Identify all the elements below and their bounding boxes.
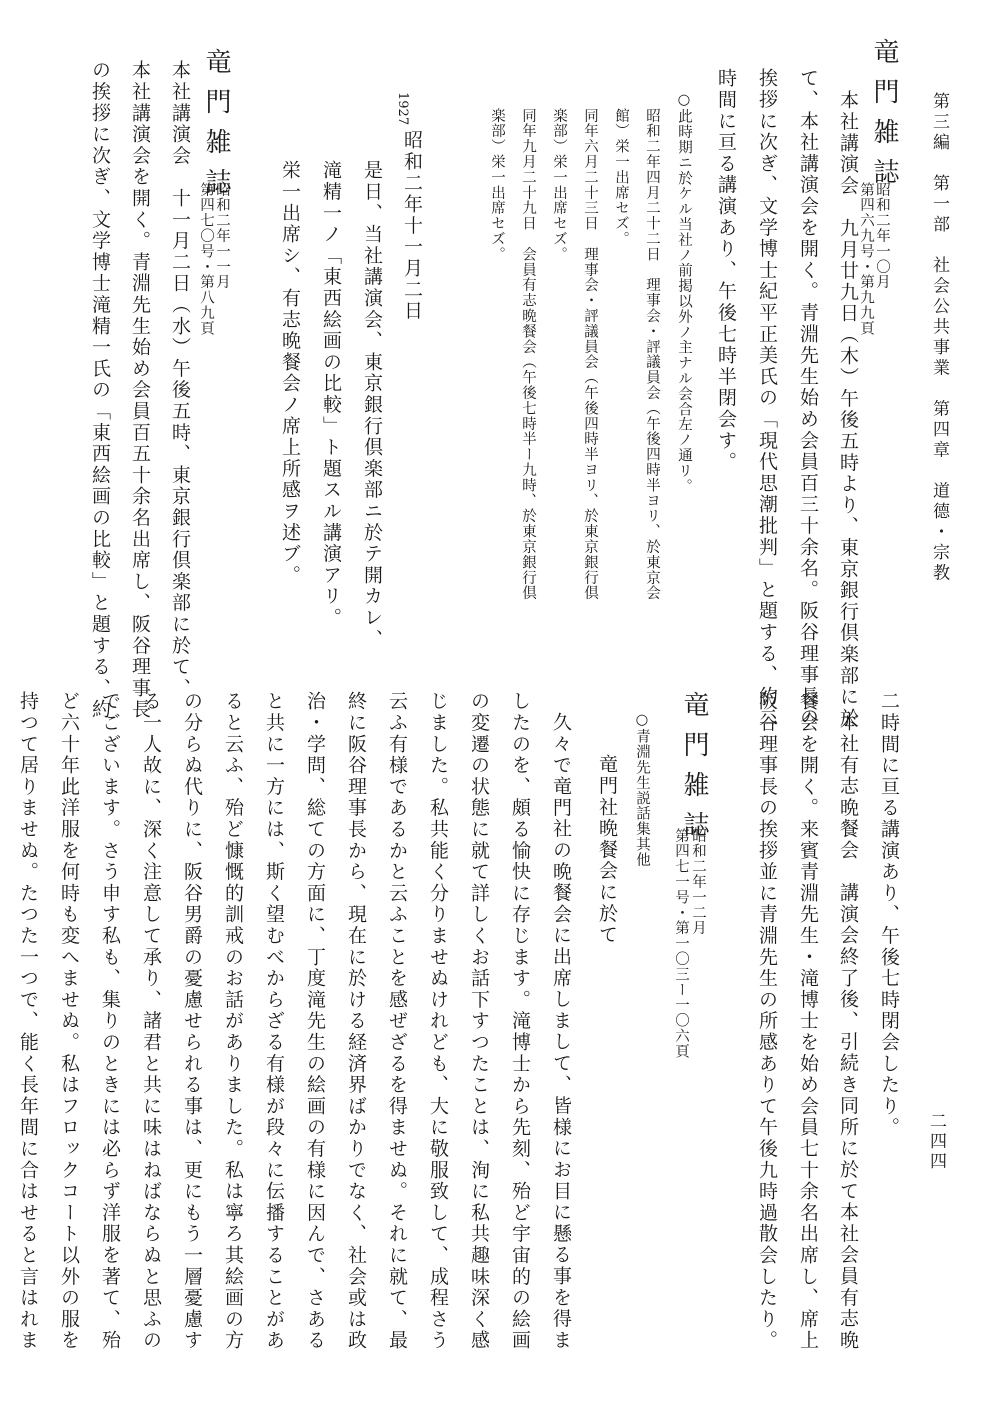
section-heading: 竜門雑誌: [201, 48, 231, 208]
speech-line: したのを、頗る愉快に存じます。滝博士から先刻、殆ど宇宙的の絵画: [509, 691, 531, 1352]
paragraph-line: 時間に亘る講演あり、午後七時半閉会す。: [715, 68, 737, 473]
note-line: 昭和二年四月二十二日 理事会・評議員会（午後四時半ヨリ、於東京会: [644, 108, 660, 601]
speech-line: と共に一方には、斯く望むべからざる有様が段々に伝播することがあ: [263, 691, 285, 1352]
speech-line: の変遷の状態に就て詳しくお話下すつたことは、洵に私共趣味深く感: [468, 691, 490, 1352]
note-line: 楽部）栄一出席セズ。: [551, 108, 567, 262]
paragraph-line: 二時間に亘る講演あり、午後七時閉会したり。: [878, 691, 900, 1139]
paragraph-line: 餐会を開く。来賓青淵先生・滝博士を始め会員七十余名出席し、席上: [797, 691, 819, 1352]
note-line: 同年六月二十三日 理事会・評議員会（午後四時半ヨリ、於東京銀行倶: [582, 108, 598, 601]
paragraph-line: 栄一出席シ、有志晩餐会ノ席上所感ヲ述ブ。: [279, 160, 301, 586]
note-line: 館）栄一出席セズ。: [613, 108, 629, 247]
paragraph-line: て、本社講演会を開く。青淵先生始め会員百三十余名。阪谷理事長の: [797, 68, 819, 729]
speech-line: 治・学問、総ての方面に、丁度滝先生の絵画の有様に因んで、さある: [304, 691, 326, 1352]
speech-line: じました。私共能く分りませぬけれども、大に敬服致して、成程さう: [427, 691, 449, 1352]
speech-line: 久々で竜門社の晩餐会に出席しまして、皆様にお目に懸る事を得ま: [550, 712, 572, 1351]
speech-line: の分らぬ代りに、阪谷男爵の憂慮せられる事は、更にもう一層憂慮す: [181, 691, 203, 1352]
speech-line: ると云ふ、殆ど慷慨的訓戒のお話がありました。私は寧ろ其絵画の方: [222, 691, 244, 1352]
paragraph-line: 阪谷理事長の挨拶並に青淵先生の所感ありて午後九時過散会したり。: [756, 691, 778, 1352]
paragraph-line: 滝精一ノ「東西絵画の比較」ト題スル講演アリ。: [320, 160, 342, 629]
paragraph-line: 是日、当社講演会、東京銀行倶楽部ニ於テ開カレ、: [361, 160, 383, 650]
note-line: 同年九月二十九日 会員有志晩餐会（午後七時半ー九時、於東京銀行倶: [520, 108, 536, 601]
page-number: 二四四: [926, 1112, 946, 1172]
speech-line: 持つて居りませぬ。たつた一つで、能く長年間に合はせると言はれま: [17, 691, 39, 1352]
source-date: 昭和二年一〇月: [874, 182, 890, 290]
section-heading: 竜門雑誌: [679, 691, 709, 851]
source-date: 昭和二年一一月: [214, 182, 230, 290]
paragraph-line: 本社講演会 九月廿九日（木）午後五時より、東京銀行倶楽部に於: [837, 90, 859, 729]
paragraph-line: の挨拶に次ぎ、文学博士滝精一氏の「東西絵画の比較」と題する、約: [89, 60, 111, 721]
speech-line: でございます。さう申す私も、集りのときには必らず洋服を著て、殆: [99, 691, 121, 1352]
speech-title: 竜門社晩餐会に於て: [596, 754, 618, 946]
speech-line: ど六十年此洋服を何時も変へませぬ。私はフロックコート以外の服を: [58, 691, 80, 1352]
note-line: 楽部）栄一出席セズ。: [489, 108, 505, 262]
year-label: 1927: [395, 92, 410, 126]
paragraph-line: 本社講演会を開く。青淵先生始め会員百五十余名出席し、阪谷理事長: [129, 60, 151, 721]
section-title: ○青淵先生説話集其他: [634, 712, 650, 868]
source-reference: 第四七〇号・第八九頁: [198, 182, 214, 336]
paragraph-line: 本社有志晩餐会 講演会終了後、引続き同所に於て本社会員有志晩: [837, 712, 859, 1351]
speech-line: 云ふ有様であるかと云ふことを感ぜざるを得ませぬ。それに就て、最: [386, 691, 408, 1352]
speech-line: る一人故に、深く注意して承り、諸君と共に味はねばならぬと思ふの: [140, 691, 162, 1352]
source-date: 昭和二年一二月: [690, 828, 706, 936]
speech-line: 終に阪谷理事長から、現在に於ける経済界ばかりでなく、社会或は政: [345, 691, 367, 1352]
date-line: 昭和二年十一月二日: [401, 130, 423, 322]
section-heading: 竜門雑誌: [869, 38, 899, 198]
running-head: 第三編 第一部 社会公共事業 第四章 道德・宗教: [929, 92, 949, 584]
paragraph-line: 本社講演会 十一月二日（水）午後五時、東京銀行倶楽部に於て、: [169, 60, 191, 699]
paragraph-line: 挨拶に次ぎ、文学博士紀平正美氏の「現代思潮批判」と題する、約二: [756, 68, 778, 729]
source-reference: 第四七一号・第一〇三ー一〇六頁: [673, 828, 689, 1059]
source-reference: 第四六九号・第九九頁: [858, 182, 874, 336]
note-line: ○此時期ニ於ケル当社ノ前掲以外ノ主ナル会合左ノ通リ。: [676, 92, 692, 494]
